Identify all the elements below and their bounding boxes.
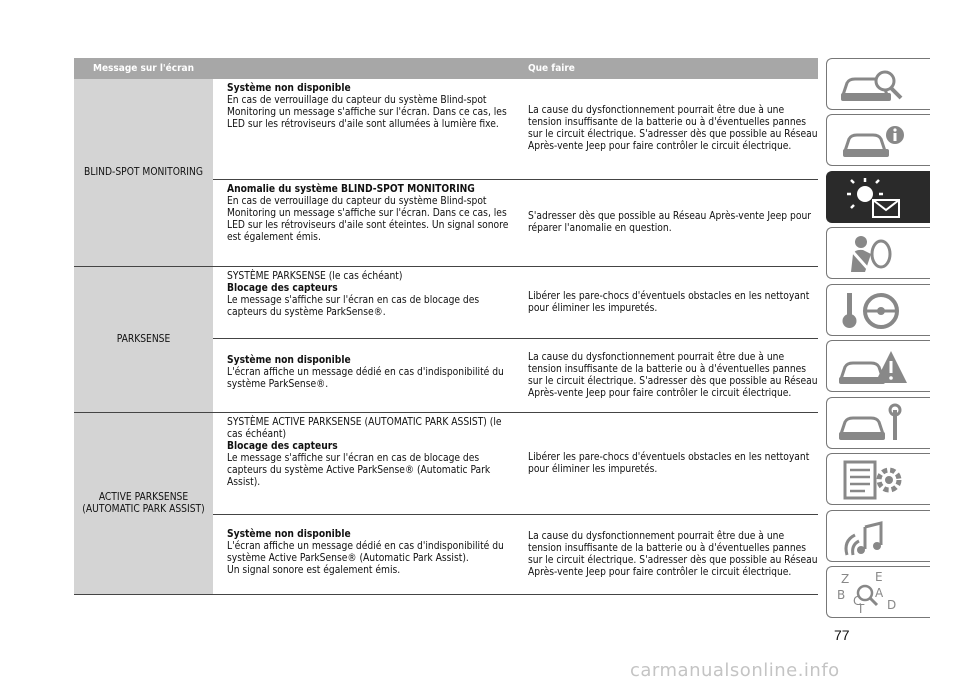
- specifications-gear-icon: [835, 458, 915, 502]
- row-description: [213, 79, 518, 179]
- table-group-blind-spot: [74, 79, 818, 267]
- row-title: Système non disponible: [227, 83, 351, 94]
- table-row: [213, 180, 818, 266]
- row-description: [213, 180, 518, 266]
- row-text: En cas de verrouillage du capteur du système Blind-spot Monitoring un message s'affiche sur l'écran. Dans ce cas, les LED sur les rétroviseurs d'aile sont éteintes. Un signal sonore est également émis.: [227, 196, 509, 243]
- multimedia-music-icon: [835, 515, 915, 559]
- table-header: [74, 58, 818, 79]
- tab-emergency[interactable]: [826, 340, 930, 392]
- car-info-icon: [835, 119, 915, 163]
- index-letter: D: [887, 598, 897, 612]
- row-text-extra: Un signal sonore est également émis.: [227, 565, 401, 576]
- header-message-column: Message sur l'écran: [92, 63, 195, 74]
- tab-safety[interactable]: [826, 227, 930, 279]
- row-action: [518, 515, 818, 594]
- row-title: Système non disponible: [227, 529, 351, 540]
- row-text: En cas de verrouillage du capteur du système Blind-spot Monitoring un message s'affiche sur l'écran. Dans ce cas, les LED sur les rétroviseurs d'aile sont allumées à lumière fixe.: [227, 95, 507, 130]
- row-heading: SYSTÈME ACTIVE PARKSENSE (AUTOMATIC PARK ASSIST) (le cas échéant): [227, 417, 502, 440]
- table-row: [213, 413, 818, 515]
- group-label: ACTIVE PARKSENSE (AUTOMATIC PARK ASSIST): [74, 413, 213, 594]
- row-action-text: La cause du dysfonctionnement pourrait être due à une tension insuffisante de la batterie ou à d'éventuelles pannes sur le circuit électrique. S'adresser dès que possible au Réseau Après-vente Jeep pour faire contrôler le circuit électrique.: [528, 105, 818, 152]
- row-title: Anomalie du système BLIND-SPOT MONITORING: [227, 184, 475, 195]
- row-action-text: S'adresser dès que possible au Réseau Après-vente Jeep pour réparer l'anomalie en question.: [528, 211, 812, 234]
- group-label: BLIND-SPOT MONITORING: [74, 79, 213, 266]
- row-text: Le message s'affiche sur l'écran en cas de blocage des capteurs du système Active ParkSense® (Automatic Park Assist).: [227, 453, 491, 488]
- row-title: Système non disponible: [227, 355, 351, 366]
- index-letter: B: [837, 588, 846, 602]
- tab-car-info[interactable]: [826, 114, 930, 166]
- row-action: [518, 413, 818, 514]
- tab-warning-lights[interactable]: [826, 171, 930, 223]
- table-row: [213, 267, 818, 339]
- row-action-text: La cause du dysfonctionnement pourrait être due à une tension insuffisante de la batterie ou à d'éventuelles pannes sur le circuit électrique. S'adresser dès que possible au Réseau Après-vente Jeep pour faire contrôler le circuit électrique.: [528, 351, 818, 399]
- table-row: [213, 515, 818, 594]
- row-description: [213, 515, 518, 594]
- group-label: PARKSENSE: [74, 267, 213, 412]
- tab-car-search[interactable]: [826, 58, 930, 110]
- row-heading: SYSTÈME PARKSENSE (le cas échéant): [227, 271, 403, 282]
- row-text: L'écran affiche un message dédié en cas d'indisponibilité du système Active ParkSense® (Automatic Park Assist).: [227, 541, 504, 564]
- row-action: [518, 180, 818, 266]
- tab-starting-driving[interactable]: [826, 284, 930, 336]
- row-action: [518, 79, 818, 179]
- watermark: carmanualsonline.info: [630, 660, 840, 681]
- row-action: [518, 339, 818, 412]
- header-action-column: Que faire: [528, 63, 575, 74]
- row-action: [518, 267, 818, 338]
- row-title: Blocage des capteurs: [227, 441, 338, 452]
- row-description: [213, 267, 518, 338]
- index-letter: A: [875, 586, 884, 600]
- index-letter: Z: [841, 572, 850, 586]
- table-group-active-parksense: [74, 413, 818, 595]
- index-letter: E: [875, 571, 883, 584]
- index-letter: T: [857, 602, 865, 615]
- warning-light-message-icon: [835, 176, 915, 220]
- table-row: [213, 339, 818, 412]
- header-description-column: [213, 58, 518, 79]
- car-search-icon: [835, 63, 915, 107]
- row-action-text: La cause du dysfonctionnement pourrait être due à une tension insuffisante de la batterie ou à d'éventuelles pannes sur le circuit électrique. S'adresser dès que possible au Réseau Après-vente Jeep pour faire contrôler le circuit électrique.: [528, 530, 818, 578]
- row-text: Le message s'affiche sur l'écran en cas de blocage des capteurs du système ParkSense®.: [227, 295, 480, 318]
- key-steering-wheel-icon: [835, 289, 915, 333]
- table-row: [213, 79, 818, 180]
- row-action-text: Libérer les pare-chocs d'éventuels obstacles en les nettoyant pour éliminer les impuretés.: [528, 290, 810, 314]
- tab-specifications[interactable]: [826, 453, 930, 505]
- row-action-text: Libérer les pare-chocs d'éventuels obstacles en les nettoyant pour éliminer les impuretés.: [528, 451, 810, 475]
- car-emergency-icon: [835, 345, 915, 389]
- tab-maintenance[interactable]: [826, 397, 930, 449]
- row-title: Blocage des capteurs: [227, 283, 338, 294]
- row-description: [213, 413, 518, 514]
- car-wrench-icon: [835, 402, 915, 446]
- tab-index[interactable]: [826, 566, 930, 618]
- table-group-parksense: [74, 267, 818, 413]
- message-table: [74, 58, 818, 595]
- airbag-seatbelt-icon: [835, 232, 915, 276]
- tab-multimedia[interactable]: [826, 510, 930, 562]
- row-description: [213, 339, 518, 412]
- row-text: L'écran affiche un message dédié en cas d'indisponibilité du système ParkSense®.: [227, 367, 504, 390]
- index-letter: C: [853, 594, 862, 608]
- alphabetical-index-icon: [835, 571, 915, 615]
- page-number: 77: [834, 627, 850, 643]
